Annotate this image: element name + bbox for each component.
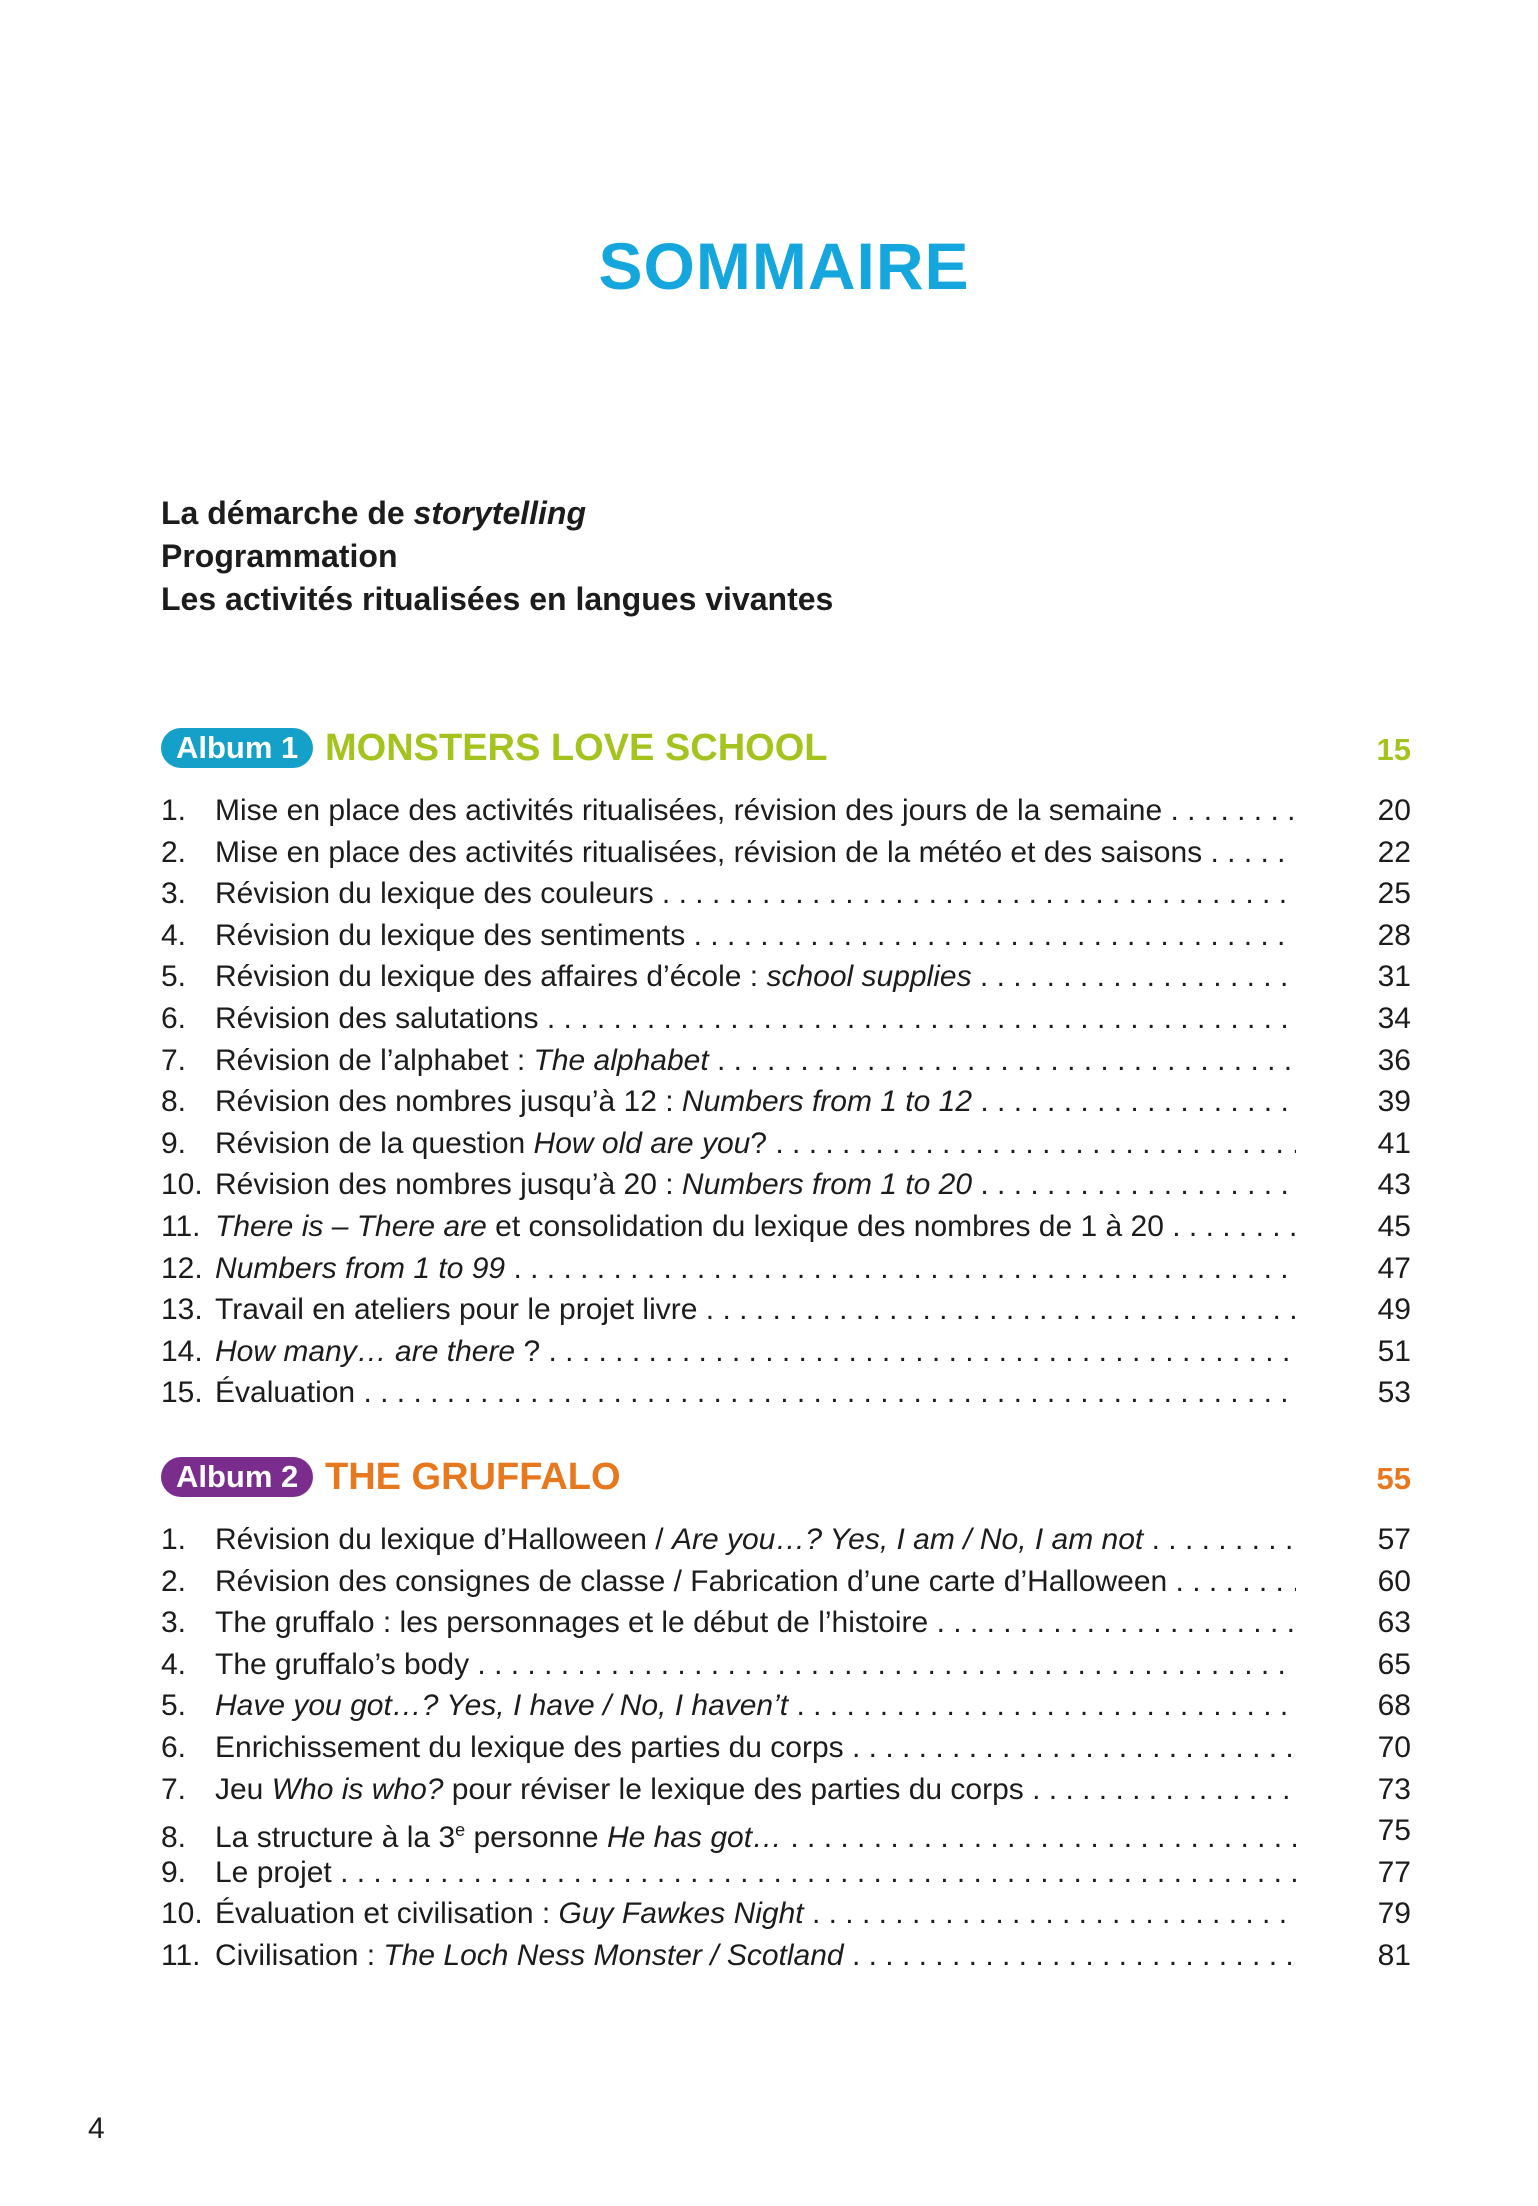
toc-entry-page: 77 [1377,1855,1411,1889]
toc-entry-text [161,1727,1296,1769]
toc-entry-label: Numbers from 1 to 99 [215,1251,506,1285]
toc-entry-page: 53 [1377,1376,1411,1410]
toc-entry [161,1602,1411,1644]
toc-entry-number: 7. [161,1772,187,1806]
toc-entry-label: Civilisation : [215,1938,384,1972]
intro-line-activites: Les activités ritualisées en langues vivantes [161,581,834,617]
toc-entry-label: Guy Fawkes Night [558,1897,804,1931]
toc-entry-page: 25 [1377,877,1411,911]
toc-entry [161,1769,1411,1811]
toc-entry-number: 11. [161,1209,201,1243]
toc-entry-number: 1. [161,794,187,827]
toc-entry-label: Révision des consignes de classe / Fabrication d’une carte d’Halloween [215,1564,1168,1598]
toc-entry-label: The alphabet [533,1043,709,1077]
toc-entry-number: 13. [161,1293,203,1327]
page-number: 4 [88,2112,105,2145]
toc-entry [161,1685,1411,1727]
toc-entry-label: Évaluation [215,1376,356,1410]
toc-entry-label: Le projet [215,1855,332,1889]
toc-entry-text [161,915,1296,957]
toc-entry-label: Mise en place des activités ritualisées, révision de la météo et des saisons [215,835,1203,869]
toc-entry [161,1289,1411,1331]
toc-entry-page: 41 [1377,1126,1411,1160]
toc-entry [161,1519,1411,1561]
toc-entry-number: 6. [161,1001,187,1035]
toc-entry [161,1331,1411,1373]
toc-entry-number: 9. [161,1855,187,1889]
toc-entry [161,1081,1411,1123]
toc-entry-label: How old are you [533,1126,751,1160]
toc-entry [161,1727,1411,1769]
toc-entry [161,1893,1411,1935]
toc-entry [161,1852,1411,1894]
toc-entry-page: 34 [1377,1001,1411,1035]
toc-entry [161,1810,1411,1855]
toc-entry-text [161,1769,1296,1811]
toc-entry-page: 22 [1377,835,1411,869]
toc-entry-text [161,790,1296,832]
album-2-items [161,1519,1411,1977]
toc-entry [161,1040,1411,1082]
toc-entry-number: 11. [161,1938,201,1972]
toc-entry-label: The gruffalo’s body [215,1647,470,1681]
toc-entry-page: 43 [1377,1168,1411,1202]
intro-list [161,492,833,621]
toc-entry-text [161,1248,1296,1290]
toc-entry-label: Mise en place des activités ritualisées, révision des jours de la semaine [215,794,1163,827]
album-1-page: 15 [1376,732,1411,767]
toc-entry-number: 10. [161,1897,203,1931]
toc-entry-page: 70 [1377,1730,1411,1764]
toc-entry-number: 3. [161,877,187,911]
album-2-badge: Album 2 [161,1457,313,1497]
toc-entry-label: He has got… [606,1821,783,1855]
toc-entry-label: Révision du lexique des sentiments [215,918,686,952]
toc-entry-number: 8. [161,1085,187,1119]
toc-entry-label: school supplies [766,960,972,994]
toc-entry-number: 8. [161,1821,187,1855]
toc-entry [161,1164,1411,1206]
toc-entry-label: How many… are there [215,1334,516,1368]
toc-entry [161,1561,1411,1603]
toc-entry [161,1644,1411,1686]
toc-entry-number: 6. [161,1730,187,1764]
toc-entry-text [161,1164,1296,1206]
toc-entry-label: Who is who? [271,1772,444,1806]
toc-entry-text [161,1040,1296,1082]
album-2-page: 55 [1376,1461,1411,1496]
intro-line-storytelling: La démarche de storytelling [161,495,587,531]
toc-entry-number: 12. [161,1251,203,1285]
toc-entry-label: Révision de l’alphabet : [215,1043,534,1077]
toc-entry-label: Numbers from 1 to 12 [681,1085,973,1119]
toc-entry-page: 20 [1377,794,1411,827]
toc-entry-label: e [455,1820,466,1841]
toc-entry-text [161,1893,1296,1935]
toc-entry-label: Jeu [215,1772,272,1806]
toc-entry-page: 28 [1377,918,1411,952]
toc-entry-text [161,956,1296,998]
intro-line-programmation: Programmation [161,538,398,574]
toc-entry-text [161,1602,1296,1644]
toc-entry-text [161,832,1296,874]
toc-entry-label: Travail en ateliers pour le projet livre [215,1293,698,1327]
toc-entry-label: Révision du lexique des affaires d’école : [215,960,767,994]
toc-entry-label: Numbers from 1 to 20 [681,1168,973,1202]
album-1-header [161,722,1411,778]
toc-entry-number: 9. [161,1126,187,1160]
toc-entry-page: 68 [1377,1689,1411,1723]
toc-entry [161,1123,1411,1165]
toc-entry-label: Are you…? Yes, I am / No, I am not [671,1523,1144,1556]
toc-entry-label: Enrichissement du lexique des parties du corps [215,1730,844,1764]
album-1-items [161,790,1411,1414]
toc-entry-page: 31 [1377,960,1411,994]
toc-entry-page: 65 [1377,1647,1411,1681]
toc-entry [161,998,1411,1040]
toc-entry-text [161,1852,1296,1894]
toc-entry-label: There is – There are [215,1209,487,1243]
toc-entry-label: ? [515,1334,541,1368]
toc-entry-label: Révision du lexique des couleurs [215,877,654,911]
toc-entry-number: 15. [161,1376,203,1410]
toc-entry-label: ? [750,1126,768,1160]
toc-entry-text [161,1331,1296,1373]
toc-entry-label: Révision des nombres jusqu’à 12 : [215,1085,682,1119]
toc-entry-page: 81 [1377,1938,1411,1972]
album-2-section [161,1451,1411,1977]
toc-entry-page: 39 [1377,1085,1411,1119]
toc-entry-page: 51 [1377,1334,1411,1368]
toc-entry [161,1372,1411,1414]
toc-entry-label: personne [465,1821,607,1855]
toc-entry-label: Évaluation et civilisation : [215,1897,559,1931]
toc-entry-number: 1. [161,1523,187,1556]
toc-entry-page: 47 [1377,1251,1411,1285]
album-2-header [161,1451,1411,1507]
toc-entry-text [161,1081,1296,1123]
toc-entry-label: et consolidation du lexique des nombres de 1 à 20 [486,1209,1164,1243]
toc-entry-number: 3. [161,1606,187,1640]
toc-entry [161,832,1411,874]
page-title: SOMMAIRE [598,229,970,303]
toc-entry-number: 4. [161,918,187,952]
toc-entry-text [161,1123,1296,1165]
toc-entry-text [161,1206,1296,1248]
toc-entry-text [161,1935,1296,1977]
toc-entry-label: La structure à la 3 [215,1821,456,1855]
toc-entry-number: 4. [161,1647,187,1681]
toc-entry [161,1248,1411,1290]
toc-entry-label: Révision des salutations [215,1001,539,1035]
toc-entry [161,873,1411,915]
toc-entry-page: 60 [1377,1564,1411,1598]
toc-entry [161,1935,1411,1977]
toc-entry-label: Révision de la question [215,1126,534,1160]
album-1-badge: Album 1 [161,728,313,768]
toc-entry-label: The Loch Ness Monster / Scotland [383,1938,844,1972]
toc-entry-text [161,1289,1296,1331]
toc-entry-label: Have you got…? Yes, I have / No, I haven’t [215,1689,789,1723]
toc-entry-text [161,1685,1296,1727]
album-2-title: THE GRUFFALO [325,1456,621,1498]
toc-entry-text [161,1644,1296,1686]
toc-entry-label: Révision du lexique d’Halloween / [215,1523,672,1556]
toc-entry-page: 73 [1377,1772,1411,1806]
toc-entry-text [161,1561,1296,1603]
toc-entry-page: 36 [1377,1043,1411,1077]
toc-entry-number: 5. [161,960,187,994]
toc-entry-page: 75 [1377,1814,1411,1848]
toc-entry-page: 79 [1377,1897,1411,1931]
toc-entry-label: The gruffalo : les personnages et le début de l’histoire [215,1606,929,1640]
toc-entry-number: 10. [161,1168,203,1202]
toc-entry-number: 5. [161,1689,187,1723]
toc-entry-page: 45 [1377,1209,1411,1243]
toc-entry-number: 14. [161,1334,203,1368]
toc-entry-number: 2. [161,835,187,869]
toc-entry [161,915,1411,957]
toc-entry-text [161,1519,1296,1561]
album-1-title: MONSTERS LOVE SCHOOL [325,727,828,769]
toc-entry-label: pour réviser le lexique des parties du corps [443,1772,1024,1806]
toc-entry-text [161,1372,1296,1414]
toc-entry-number: 2. [161,1564,187,1598]
toc-entry [161,956,1411,998]
toc-entry [161,1206,1411,1248]
album-1-section [161,722,1411,1414]
toc-entry-number: 7. [161,1043,187,1077]
toc-entry-page: 57 [1377,1523,1411,1556]
toc-entry-page: 49 [1377,1293,1411,1327]
toc-entry-label: Révision des nombres jusqu’à 20 : [215,1168,682,1202]
toc-entry-text [161,998,1296,1040]
toc-entry [161,790,1411,832]
toc-entry-text [161,873,1296,915]
toc-entry-page: 63 [1377,1606,1411,1640]
